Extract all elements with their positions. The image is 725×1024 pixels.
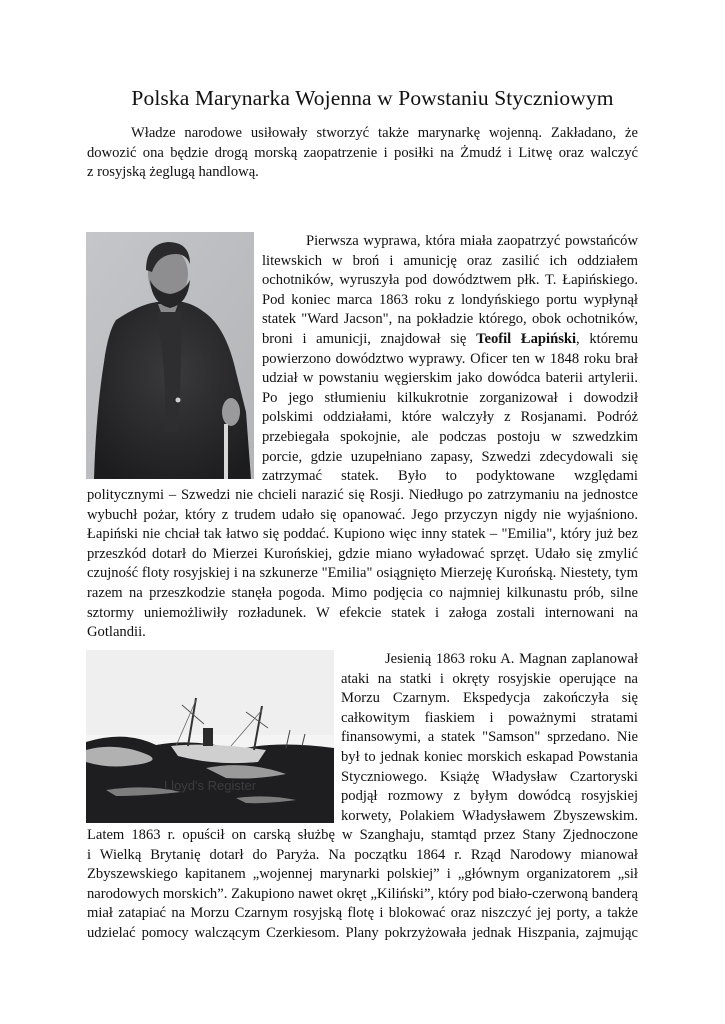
ship-image [86, 650, 334, 823]
text-line: Zbyszewskiego kapitanem „wojennej marynarki polskiej” i „głównym organizatorem „sił [87, 866, 638, 883]
text-line: Po jego stłumieniu kilkukrotnie zorganizował i dowodził [262, 389, 638, 406]
text-line: Władze narodowe usiłowały stworzyć także marynarkę wojenną. Zakładano, że [131, 125, 638, 141]
text-line: ochotników, wyruszyła pod dowództwem płk. T. Łapińskiego. [262, 272, 638, 289]
text-line: podjął rozmowy z byłym dowódcą rosyjskiej [341, 788, 638, 805]
portrait-illustration [86, 232, 254, 479]
text-line: politycznymi – Szwedzi nie chcieli narazić się Rosji. Niedługo po zatrzymaniu na jednostce [87, 487, 638, 503]
text-line: Łapiński nie chciał tak łatwo się poddać. Kupiono więc inny statek – "Emilia", który już bez [87, 526, 638, 543]
text-line: wybuchł pożar, który z trudem udało się opanować. Jego przyczyn nigdy nie wyjaśniono. [87, 506, 638, 523]
text-line: finansowymi, a statek "Samson" sprzedano. Nie [341, 729, 638, 746]
text-line: i Wielką Brytanię dotarł do Paryża. Na początku 1864 r. Rząd Narodowy mianował [87, 846, 638, 863]
text-line: razem na przeszkodzie stanęła pogoda. Mimo podjęcia co najmniej kilkunastu prób, silne [87, 584, 638, 601]
paragraph-first-expedition-continued [87, 486, 638, 643]
text-line: udział w powstaniu węgierskim jako dowódca baterii artylerii. [262, 370, 638, 387]
text-line: statek "Ward Jacson", na pokładzie którego, obok ochotników, [262, 311, 638, 328]
text-line: Gotlandii. [87, 624, 146, 641]
text-line: z rosyjską żeglugą handlową. [87, 164, 259, 181]
text-line: przebiegała spokojnie, ale podczas postoju w szwedzkim [262, 428, 638, 445]
portrait-image [86, 232, 254, 479]
text-line: Pod koniec marca 1863 roku z londyńskiego portu wypłynął [262, 291, 638, 308]
paragraph-black-sea-continued [87, 826, 638, 944]
text-line: powierzono dowództwo wyprawy. Oficer ten w 1848 roku brał [262, 350, 638, 367]
bold-name: Teofil Łapiński [476, 330, 577, 347]
text-line: Latem 1863 r. opuścił on carską służbę w Szanghaju, stamtąd przez Stany Zjednoczone [87, 827, 638, 843]
text-run: , któremu [576, 330, 638, 347]
text-line: miał zatapiać na Morzu Czarnym rosyjską flotę i blokować oraz niszczyć jej porty, a także [87, 905, 638, 922]
paragraph-black-sea [341, 650, 638, 826]
text-run: broni i amunicji, znajdował się [262, 330, 477, 347]
paragraph-first-expedition [262, 232, 638, 487]
text-line: Jesienią 1863 roku A. Magnan zaplanował [385, 651, 638, 667]
text-line: sztormy uniemożliwiły rozładunek. W efekcie statek i załoga zostali internowani na [87, 604, 638, 621]
text-line: porcie, gdzie uzupełniano zapasy, Szwedzi zdecydowali się [262, 448, 638, 465]
text-line: narodowych morskich”. Zakupiono nawet okręt „Kiliński”, który pod biało-czerwoną banderą [87, 885, 638, 902]
text-line: przeszkód dotarł do Mierzei Kurońskiej, gdzie miano wyładować sprzęt. Udało się zmylić [87, 545, 638, 562]
paragraph-intro [87, 124, 638, 183]
text-line-with-bold [262, 330, 638, 350]
text-line: ataki na statki i okręty rosyjskie operujące na [341, 670, 638, 687]
text-line: czujność floty rosyjskiej i na szkunerze "Emilia" osiągnięto Mierzeję Kurońską. Niestety, tym [87, 565, 638, 582]
text-line: zatrzymać statek. Było to podyktowane względami [262, 468, 638, 485]
watermark-text: Lloyd's Register [163, 778, 257, 793]
text-line: Styczniowego. Książę Władysław Czartoryski [341, 768, 638, 785]
text-line: był to jednak koniec morskich eskapad Powstania [341, 748, 638, 765]
page-title: Polska Marynarka Wojenna w Powstaniu Styczniowym [131, 86, 614, 110]
text-line: litewskich w broń i amunicję oraz zasilić ich oddziałem [262, 252, 638, 269]
text-line: korwety, Polakiem Władysławem Zbyszewskim. [341, 807, 638, 824]
text-line: całkowitym fiaskiem i poważnymi stratami [341, 709, 638, 726]
text-line: Morzu Czarnym. Ekspedycja zakończyła się [341, 690, 638, 707]
text-line: udzielać pomocy walczącym Czerkiesom. Plany pokrzyżowała jednak Hiszpania, zajmując [87, 924, 638, 941]
text-line: Pierwsza wyprawa, która miała zaopatrzyć powstańców [306, 233, 638, 249]
ship-illustration [86, 650, 334, 823]
text-line: polskimi oddziałami, które walczyły z Rosjanami. Podróż [262, 409, 638, 426]
text-line: dowozić ona będzie drogą morską zaopatrzenie i posiłki na Żmudź i Litwę oraz walczyć [87, 144, 638, 161]
